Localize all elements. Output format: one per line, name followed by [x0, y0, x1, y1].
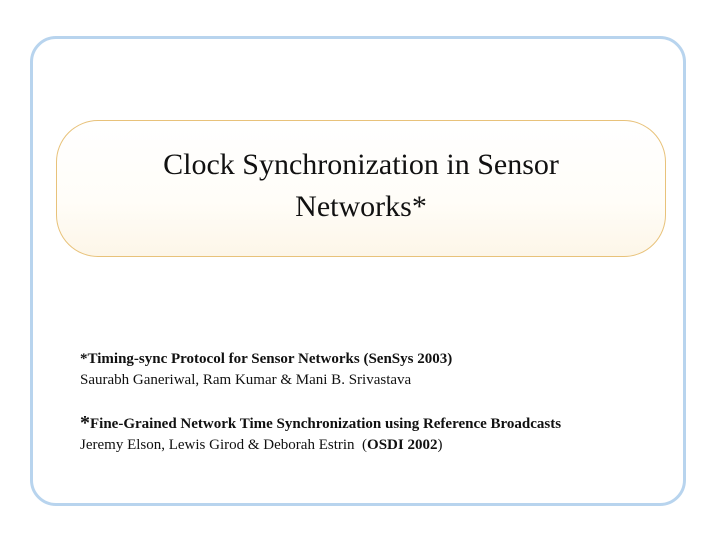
- reference-2-title-text: Fine-Grained Network Time Synchronization using Reference Broadcasts: [90, 416, 562, 432]
- reference-spacer: [80, 391, 680, 413]
- title-box: [56, 120, 666, 257]
- reference-2-marker: *: [80, 412, 90, 434]
- reference-1-authors: Saurabh Ganeriwal, Ram Kumar & Mani B. Srivastava: [80, 372, 412, 388]
- references-block: [80, 349, 680, 456]
- reference-2-title: [80, 413, 680, 435]
- reference-2-authors-line: [80, 435, 680, 456]
- reference-2-venue-close: ): [437, 437, 443, 453]
- reference-2-venue: OSDI 2002: [367, 437, 438, 453]
- slide-title: Clock Synchronization in Sensor Networks*: [163, 147, 559, 223]
- reference-2-authors: Jeremy Elson, Lewis Girod & Deborah Estrin: [80, 437, 355, 453]
- reference-1-title-text: Timing-sync Protocol for Sensor Networks (SenSys 2003): [87, 351, 453, 367]
- reference-1-marker: *: [80, 351, 88, 367]
- reference-1-title: [80, 349, 680, 370]
- reference-2-venue-open: (: [362, 437, 368, 453]
